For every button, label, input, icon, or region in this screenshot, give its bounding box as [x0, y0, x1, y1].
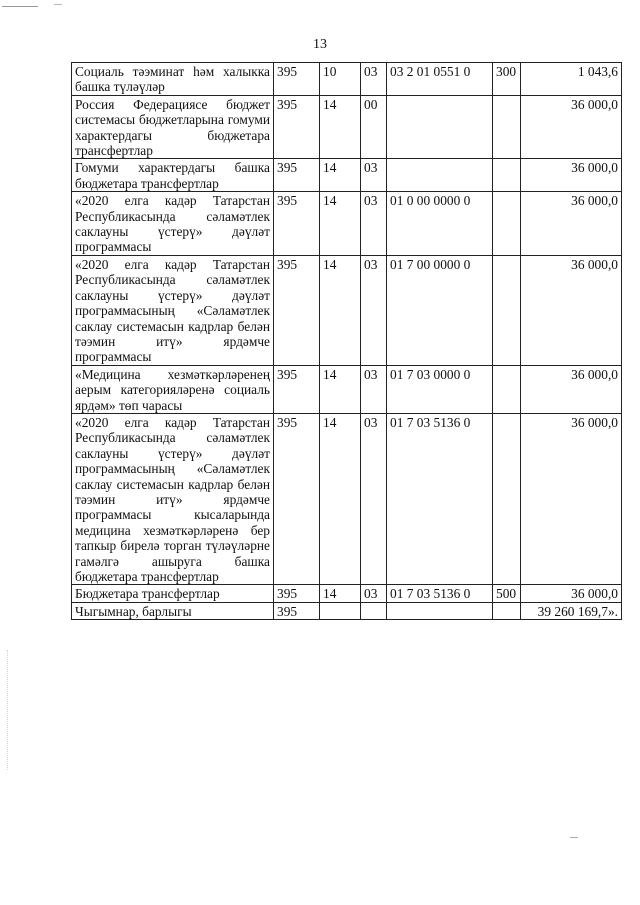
scan-margin-artifact — [7, 650, 8, 770]
target-article-cell: 01 7 03 0000 0 — [387, 365, 493, 413]
row-name-cell: Россия Федерациясе бюджет системасы бюджетларына гомуми характердагы бюджетара трансфертлар — [72, 95, 274, 159]
scan-corner-mark-small — [54, 4, 62, 5]
ved-cell: 395 — [274, 585, 320, 602]
scan-corner-mark — [2, 6, 38, 7]
section-cell: 14 — [320, 159, 361, 192]
total-amount-cell: 39 260 169,7». — [521, 602, 622, 619]
ved-cell: 395 — [274, 192, 320, 256]
row-name-cell: Социаль тәэминат һәм халыкка башка түләүләр — [72, 63, 274, 96]
expense-type-cell — [493, 192, 521, 256]
expense-type-cell — [493, 159, 521, 192]
subsection-cell: 03 — [361, 365, 387, 413]
subsection-cell: 03 — [361, 192, 387, 256]
target-article-cell — [387, 95, 493, 159]
total-label-cell: Чыгымнар, барлыгы — [72, 602, 274, 619]
subsection-cell: 03 — [361, 585, 387, 602]
table-row — [72, 63, 622, 96]
amount-cell: 36 000,0 — [521, 192, 622, 256]
expense-type-cell — [493, 255, 521, 365]
section-cell: 14 — [320, 585, 361, 602]
amount-cell: 36 000,0 — [521, 585, 622, 602]
row-name-cell: Гомуми характердагы башка бюджетара трансфертлар — [72, 159, 274, 192]
ved-cell: 395 — [274, 413, 320, 584]
ved-cell: 395 — [274, 159, 320, 192]
amount-cell: 36 000,0 — [521, 413, 622, 584]
expense-type-cell — [493, 365, 521, 413]
expense-type-cell: 500 — [493, 585, 521, 602]
amount-cell: 36 000,0 — [521, 365, 622, 413]
amount-cell: 36 000,0 — [521, 255, 622, 365]
table-row — [72, 585, 622, 602]
expense-type-cell — [493, 602, 521, 619]
ved-cell: 395 — [274, 602, 320, 619]
total-row — [72, 602, 622, 619]
table-row — [72, 255, 622, 365]
subsection-cell — [361, 602, 387, 619]
section-cell: 14 — [320, 192, 361, 256]
section-cell — [320, 602, 361, 619]
row-name-cell: «2020 елга кадәр Татарстан Республикасында сәламәтлек саклауны үстерү» дәүләт программасының «Сәламәтлек саклау системасын кадрлар белән тәэмин итү» ярдәмче программасы кысаларында медицина хезмәткәрләренә бер тапкыр бирелә торган түләүләрне гамәлгә ашыруга башка бюджетара трансфертлар — [72, 413, 274, 584]
subsection-cell: 03 — [361, 63, 387, 96]
ved-cell: 395 — [274, 95, 320, 159]
row-name-cell: «2020 елга кадәр Татарстан Республикасында сәламәтлек саклауны үстерү» дәүләт программасы — [72, 192, 274, 256]
table-row — [72, 159, 622, 192]
table-row — [72, 95, 622, 159]
target-article-cell: 03 2 01 0551 0 — [387, 63, 493, 96]
subsection-cell: 03 — [361, 255, 387, 365]
expense-type-cell — [493, 413, 521, 584]
target-article-cell: 01 0 00 0000 0 — [387, 192, 493, 256]
target-article-cell — [387, 602, 493, 619]
ved-cell: 395 — [274, 365, 320, 413]
expense-type-cell: 300 — [493, 63, 521, 96]
subsection-cell: 03 — [361, 159, 387, 192]
target-article-cell: 01 7 03 5136 0 — [387, 413, 493, 584]
row-name-cell: «2020 елга кадәр Татарстан Республикасында сәламәтлек саклауны үстерү» дәүләт программасының «Сәламәтлек саклау системасын кадрлар белән тәэмин итү» ярдәмче программасы — [72, 255, 274, 365]
amount-cell: 36 000,0 — [521, 159, 622, 192]
table-row — [72, 365, 622, 413]
budget-expenditure-table — [71, 62, 622, 620]
section-cell: 14 — [320, 365, 361, 413]
table-row — [72, 192, 622, 256]
subsection-cell: 00 — [361, 95, 387, 159]
table-row — [72, 413, 622, 584]
row-name-cell: «Медицина хезмәткәрләренең аерым категорияләренә социаль ярдәм» төп чарасы — [72, 365, 274, 413]
section-cell: 14 — [320, 413, 361, 584]
expense-type-cell — [493, 95, 521, 159]
amount-cell: 36 000,0 — [521, 95, 622, 159]
section-cell: 10 — [320, 63, 361, 96]
scan-dash-artifact — [570, 837, 578, 838]
target-article-cell: 01 7 00 0000 0 — [387, 255, 493, 365]
page-number: 13 — [313, 37, 327, 52]
ved-cell: 395 — [274, 63, 320, 96]
target-article-cell: 01 7 03 5136 0 — [387, 585, 493, 602]
ved-cell: 395 — [274, 255, 320, 365]
row-name-cell: Бюджетара трансфертлар — [72, 585, 274, 602]
subsection-cell: 03 — [361, 413, 387, 584]
target-article-cell — [387, 159, 493, 192]
section-cell: 14 — [320, 95, 361, 159]
section-cell: 14 — [320, 255, 361, 365]
amount-cell: 1 043,6 — [521, 63, 622, 96]
